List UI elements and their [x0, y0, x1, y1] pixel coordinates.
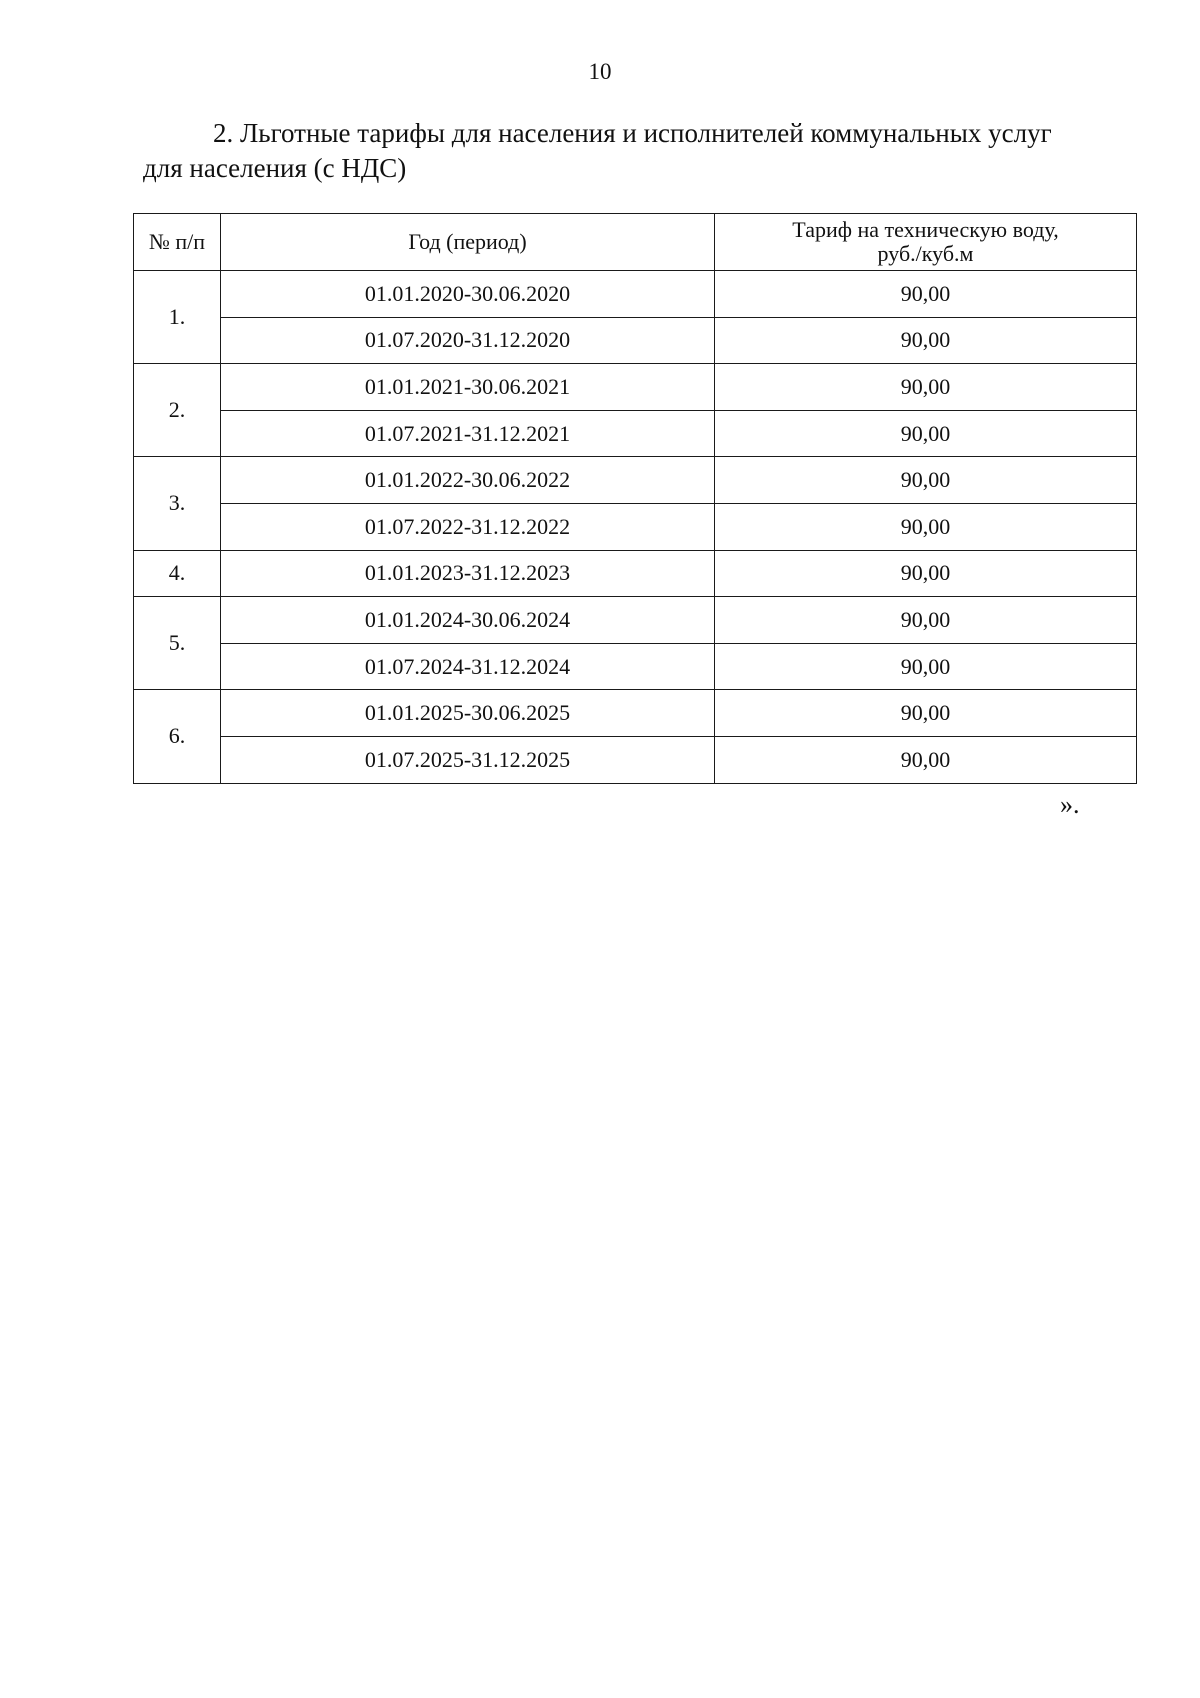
period-cell: 01.01.2025-30.06.2025: [221, 690, 715, 737]
table-row: [134, 410, 1137, 457]
header-num: № п/п: [134, 214, 221, 271]
closing-quote: ».: [1060, 790, 1080, 819]
header-tariff-line1: Тариф на техническую воду,: [792, 217, 1059, 242]
page-number: 10: [588, 59, 612, 84]
table-row: [134, 271, 1137, 318]
period-cell: 01.01.2024-30.06.2024: [221, 597, 715, 644]
row-number-cell: 1.: [134, 271, 221, 364]
tariff-cell: 90,00: [715, 410, 1137, 457]
tariff-cell: 90,00: [715, 457, 1137, 504]
row-number-cell: 3.: [134, 457, 221, 550]
table-row: [134, 690, 1137, 737]
table-body: [134, 271, 1137, 784]
period-cell: 01.01.2022-30.06.2022: [221, 457, 715, 504]
row-number-cell: 2.: [134, 364, 221, 457]
row-number-cell: 6.: [134, 690, 221, 783]
header-tariff-line2: руб./куб.м: [877, 241, 974, 266]
table-row: [134, 550, 1137, 597]
period-cell: 01.07.2020-31.12.2020: [221, 317, 715, 364]
tariff-cell: 90,00: [715, 597, 1137, 644]
table-row: [134, 597, 1137, 644]
period-cell: 01.01.2021-30.06.2021: [221, 364, 715, 411]
tariff-cell: 90,00: [715, 690, 1137, 737]
table-row: [134, 643, 1137, 690]
table-header-row: [134, 214, 1137, 271]
tariff-cell: 90,00: [715, 364, 1137, 411]
tariff-table: [133, 213, 1137, 784]
section-heading: [143, 116, 1126, 186]
period-cell: 01.01.2023-31.12.2023: [221, 550, 715, 597]
tariff-cell: 90,00: [715, 271, 1137, 318]
period-cell: 01.07.2022-31.12.2022: [221, 503, 715, 550]
table-row: [134, 457, 1137, 504]
period-cell: 01.07.2021-31.12.2021: [221, 410, 715, 457]
header-period: Год (период): [221, 214, 715, 271]
table-row: [134, 736, 1137, 783]
table-row: [134, 503, 1137, 550]
tariff-cell: 90,00: [715, 643, 1137, 690]
row-number-cell: 5.: [134, 597, 221, 690]
table-row: [134, 364, 1137, 411]
section-heading-line2: для населения (с НДС): [143, 153, 407, 183]
tariff-cell: 90,00: [715, 550, 1137, 597]
tariff-cell: 90,00: [715, 317, 1137, 364]
period-cell: 01.07.2025-31.12.2025: [221, 736, 715, 783]
tariff-cell: 90,00: [715, 736, 1137, 783]
header-tariff: [715, 214, 1137, 271]
row-number-cell: 4.: [134, 550, 221, 597]
period-cell: 01.01.2020-30.06.2020: [221, 271, 715, 318]
period-cell: 01.07.2024-31.12.2024: [221, 643, 715, 690]
section-heading-line1: 2. Льготные тарифы для населения и исполнителей коммунальных услуг: [213, 118, 1052, 148]
table-row: [134, 317, 1137, 364]
tariff-cell: 90,00: [715, 503, 1137, 550]
